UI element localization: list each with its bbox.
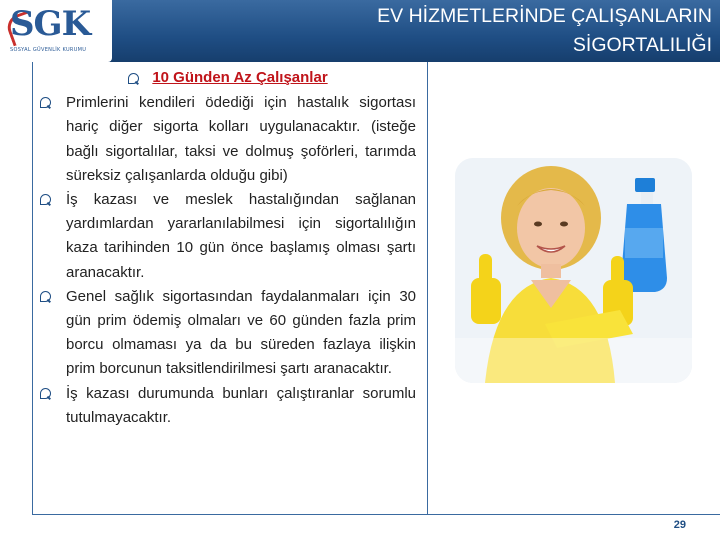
list-item [40,285,416,382]
bullet-icon [128,73,142,83]
bullet-icon [40,97,54,107]
title-line-2: SİGORTALILIĞI [572,34,712,56]
logo-subtitle: SOSYAL GÜVENLİK KURUMU [10,47,87,53]
bullet-text: Genel sağlık sigortasından faydalanmaları için 30 gün prim ödemiş olmaları ve 60 günden fazla prim borcu olmaması ya da bu süreden fazlaya ilişkin prim borcunun taksitlendirilmesi şartı aranacaktır. [66,287,416,378]
page-number: 29 [673,519,686,531]
bullet-text: İş kazası ve meslek hastalığından sağlanan yardımlardan yararlanılabilmesi için sigortalılığın kaza tarihinden 10 gün önce başlamış olması şartı aranacaktır. [66,191,416,281]
title-line-1: EV HİZMETLERİNDE ÇALIŞANLARIN [377,5,712,27]
text-column [40,66,416,430]
frame-divider [427,62,428,514]
bullet-text: Primlerini kendileri ödediği için hastalık sigortası hariç diğer sigorta kolları uygulanacaktır. (isteğe bağlı sigortalılar, taksi ve dolmuş şoförleri, tarımda süreksiz çalışanlarda olduğu gibi) [66,94,416,184]
photo-illustration [455,158,692,383]
heading-text: 10 Günden Az Çalışanlar [152,69,328,86]
slide-title [272,2,712,60]
section-heading [40,66,416,90]
bullet-icon [40,291,54,301]
logo-text: SGK [10,4,91,44]
list-item [40,188,416,285]
list-item [40,91,416,188]
sgk-logo [0,0,112,62]
bullet-text: İş kazası durumunda bunları çalıştıranlar sorumlu tutulmayacaktır. [66,384,416,426]
bullet-icon [40,194,54,204]
cleaning-woman-photo [455,158,692,383]
bullet-icon [40,388,54,398]
list-item [40,382,416,430]
